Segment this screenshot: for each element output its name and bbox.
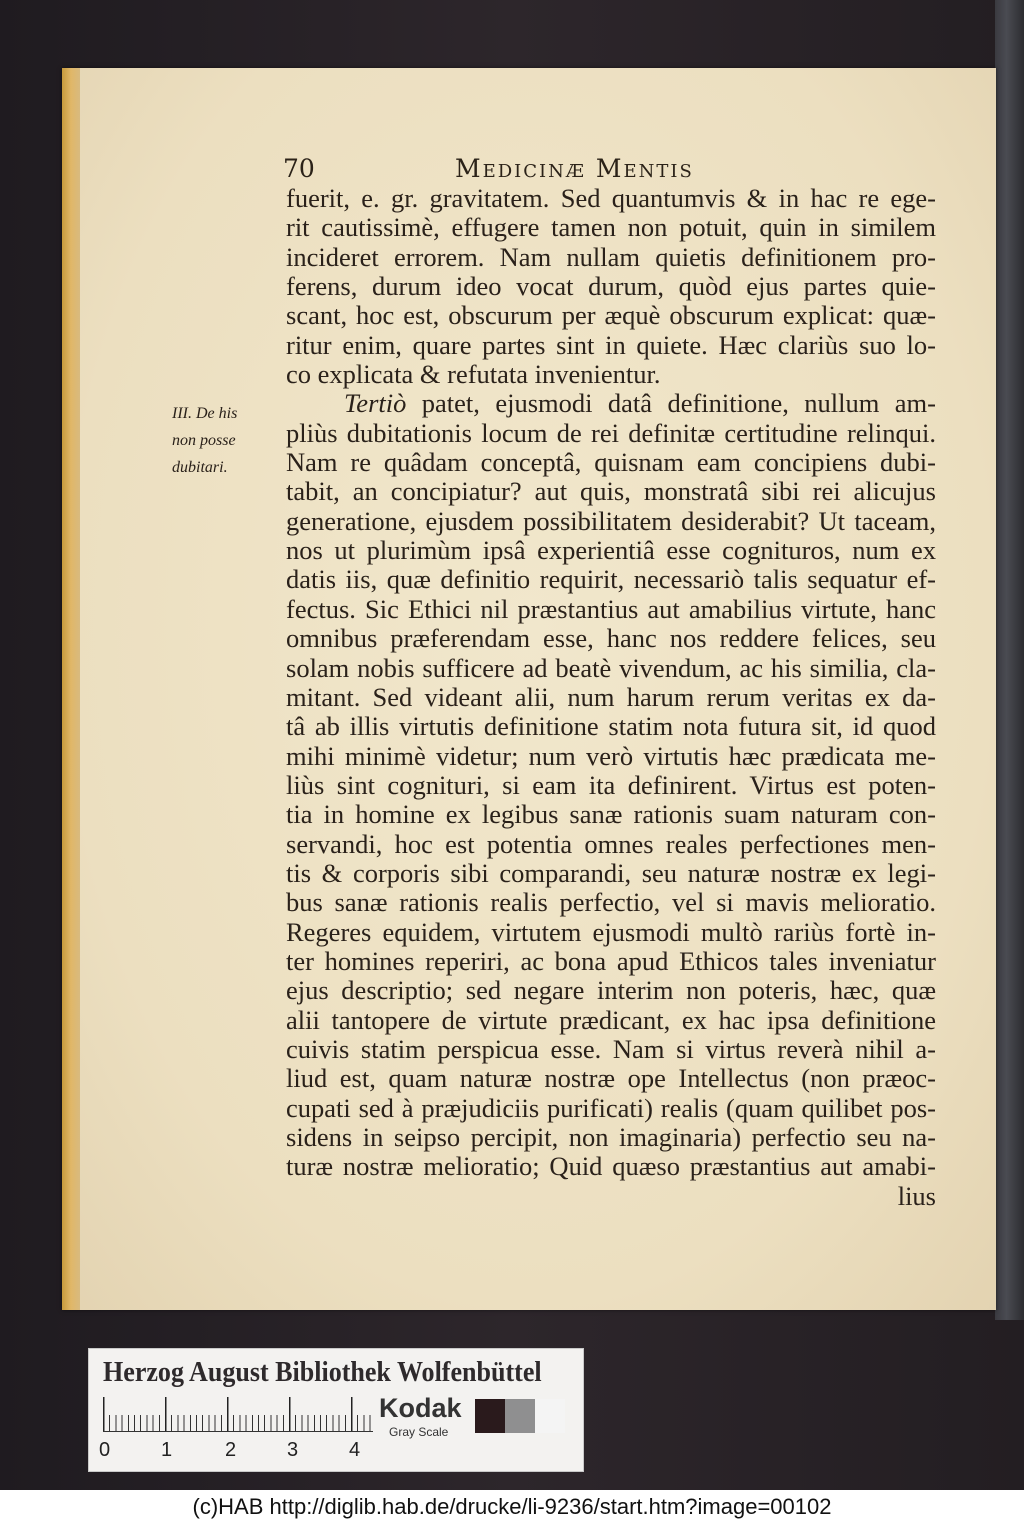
- text-line: lius: [897, 1181, 936, 1211]
- gray-scale-swatches: [475, 1399, 565, 1433]
- text-line: Nam re quâdam conceptâ, quisnam eam concipiens dubi-: [286, 448, 936, 478]
- page-edge-gilt: [62, 68, 80, 1310]
- ruler-number: 2: [225, 1439, 237, 1461]
- text-line: sidens in seipso percipit, non imaginaria) perfectio seu na-: [286, 1123, 936, 1152]
- text-line: fectus. Sic Ethici nil præstantius aut amabilius virtute, hanc: [286, 594, 936, 624]
- text-line: datis iis, quæ definitio requirit, necessariò talis sequatur ef-: [286, 565, 936, 595]
- kodak-logo: Kodak: [379, 1393, 462, 1423]
- swatch-dark: [475, 1399, 505, 1433]
- text-line: liùs sint cogniturі, si eam ita definirent. Virtus est poten-: [286, 770, 936, 800]
- swatch-mid: [505, 1399, 535, 1433]
- swatch-light: [535, 1399, 565, 1433]
- text-line: tabit, an concipiatur? aut quis, monstratâ sibi rei alicujus: [286, 477, 936, 507]
- text-line: nos ut plurimùm ipsâ experientiâ esse cognituros, num ex: [286, 536, 936, 566]
- text-line: turæ nostræ melioratio; Quid quæso præstantius aut amabi-: [286, 1152, 936, 1182]
- text-line: ejus descriptio; sed negare interim non poteris, hæc, quæ: [286, 976, 936, 1006]
- text-line: ritur enim, quare partes sint in quiete. Hæc clariùs suo lo-: [286, 330, 936, 360]
- text-line: alii tantopere de virtute prædicant, ex hac ipsa definitione: [286, 1005, 936, 1035]
- margin-note-line: III. De his: [172, 405, 238, 422]
- running-title: Medicinæ Mentis: [455, 154, 694, 183]
- text-line: omnibus præferendam esse, hanc nos reddere felices, seu: [286, 624, 936, 654]
- text-line: generatione, ejusdem possibilitatem desiderabit? Ut taceam,: [286, 506, 936, 536]
- margin-note: [172, 400, 287, 481]
- text-line: fuerit, e. gr. gravitatem. Sed quantumvis & in hac re ege-: [286, 184, 936, 213]
- margin-note-line: non posse: [172, 432, 236, 449]
- text-line: pliùs dubitationis locum de rei definitæ certitudine relinqui.: [286, 418, 936, 448]
- library-target-card: [88, 1348, 584, 1472]
- text-line: ter homines reperiri, ac bona apud Ethicos tales inveniatur: [286, 946, 936, 976]
- margin-note-line: dubitari.: [172, 459, 228, 476]
- text-line: mitant. Sed videant alii, num harum rerum veritas ex da-: [286, 682, 936, 712]
- text-line: scant, hoc est, obscurum per æquè obscurum explicat: quæ-: [286, 301, 936, 331]
- ruler-number: 1: [161, 1439, 173, 1461]
- ruler-major-ticks: [103, 1397, 373, 1431]
- text-line: cuivis statim perspicua esse. Nam si virtus reverà nihil a-: [286, 1034, 936, 1064]
- gray-scale-label: Gray Scale: [389, 1425, 449, 1439]
- text-line: co explicata & refutata invenientur.: [286, 360, 661, 390]
- text-line: tis & corporis sibi comparandi, seu naturæ nostræ ex legi-: [286, 858, 936, 888]
- ruler-number: 3: [287, 1439, 299, 1461]
- text-line: tâ ab illis virtutis definitione statim nota futura sit, id quod: [286, 712, 936, 742]
- ruler-number: 4: [349, 1439, 361, 1461]
- text-line: bus sanæ rationis realis perfectio, vel si mavis melioratio.: [286, 888, 936, 918]
- text-line: mihi minimè videtur; num verò virtutis hæc prædicata me-: [286, 741, 936, 771]
- page-number: 70: [283, 154, 315, 183]
- copyright-footer: (c)HAB http://diglib.hab.de/drucke/li-9236/start.htm?image=00102: [0, 1490, 1024, 1523]
- ruler-number: 0: [99, 1439, 111, 1461]
- ruler-numbers: [99, 1439, 379, 1465]
- binding-edge: [995, 0, 1024, 1320]
- text-line: cupati sed à præjudiciis purificati) realis (quam quilibet pos-: [286, 1093, 936, 1123]
- body-text: [286, 184, 936, 1211]
- text-line: incideret errorem. Nam nullam quietis definitionem pro-: [286, 242, 936, 272]
- text-line: ferens, durum ideo vocat durum, quòd ejus partes quie-: [286, 272, 936, 302]
- library-name: Herzog August Bibliothek Wolfenbüttel: [103, 1357, 542, 1388]
- text-line: servandi, hoc est potentia omnes reales perfectiones men-: [286, 829, 936, 859]
- text-line: tia in homine ex legibus sanæ rationis suam naturam con-: [286, 800, 936, 830]
- text-line: solam nobis sufficere ad beatè vivendum, ac his similia, cla-: [286, 653, 936, 683]
- text-line: Tertiò patet, ejusmodi datâ definitione, nullum am-: [344, 389, 936, 419]
- text-line: rit cautissimè, effugere tamen non potuit, quin in similem: [286, 213, 936, 243]
- text-line: liud est, quam naturæ nostræ ope Intellectus (non præoc-: [286, 1064, 936, 1094]
- text-line: Regeres equidem, virtutem ejusmodi multò rariùs fortè in-: [286, 917, 936, 947]
